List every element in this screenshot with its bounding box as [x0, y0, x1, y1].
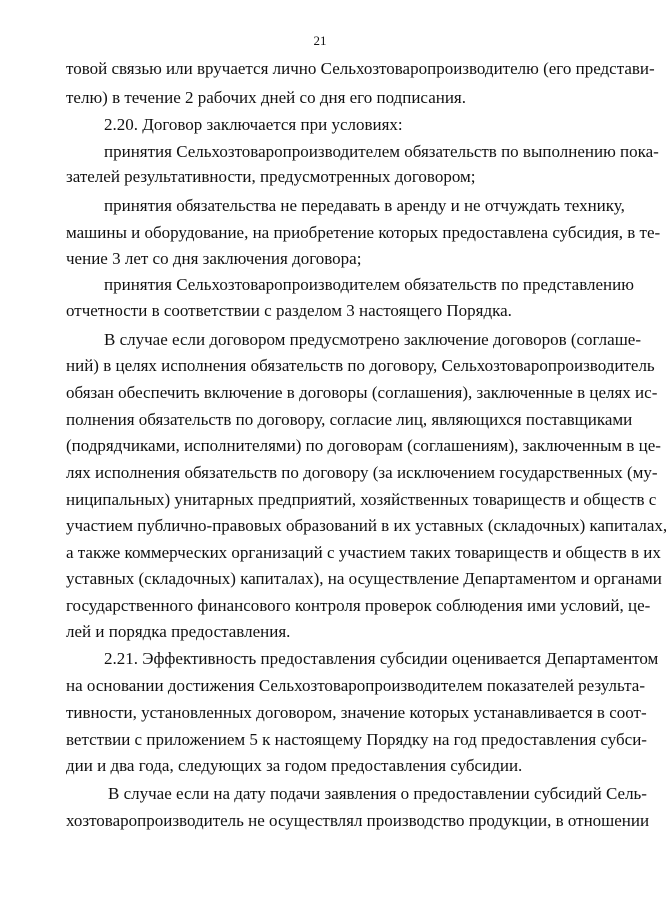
text-line: ний) в целях исполнения обязательств по договору, Сельхозтоваропроизводитель: [66, 356, 655, 375]
text-line: товой связью или вручается лично Сельхозтоваропроизводителю (его представи-: [66, 59, 655, 78]
text-line: государственного финансового контроля проверок соблюдения ими условий, це-: [66, 596, 651, 615]
text-line: 2.20. Договор заключается при условиях:: [104, 115, 403, 134]
text-line: телю) в течение 2 рабочих дней со дня его подписания.: [66, 88, 466, 107]
text-line: лей и порядка предоставления.: [66, 622, 291, 641]
text-line: чение 3 лет со дня заключения договора;: [66, 249, 362, 268]
text-line: а также коммерческих организаций с участием таких товариществ и обществ в их: [66, 543, 661, 562]
text-line: принятия Сельхозтоваропроизводителем обязательств по представлению: [104, 275, 634, 294]
text-line: В случае если договором предусмотрено заключение договоров (соглаше-: [104, 330, 641, 349]
text-line: обязан обеспечить включение в договоры (соглашения), заключенные в целях ис-: [66, 383, 658, 402]
text-line: машины и оборудование, на приобретение которых предоставлена субсидия, в те-: [66, 223, 661, 242]
text-line: (подрядчиками, исполнителями) по договорам (соглашениям), заключенным в це-: [66, 436, 661, 455]
text-line: тивности, установленных договором, значение которых устанавливается в соот-: [66, 703, 647, 722]
text-line: ветствии с приложением 5 к настоящему Порядку на год предоставления субси-: [66, 730, 647, 749]
text-line: участием публично-правовых образований в их уставных (складочных) капиталах,: [66, 516, 667, 535]
text-line: лях исполнения обязательств по договору (за исключением государственных (му-: [66, 463, 658, 482]
text-line: В случае если на дату подачи заявления о предоставлении субсидий Сель-: [108, 784, 647, 803]
text-line: хозтоваропроизводитель не осуществлял производство продукции, в отношении: [66, 811, 650, 830]
text-line: 2.21. Эффективность предоставления субсидии оценивается Департаментом: [104, 649, 659, 668]
text-line: принятия обязательства не передавать в аренду и не отчуждать технику,: [104, 196, 625, 215]
text-line: полнения обязательств по договору, согласие лиц, являющихся поставщиками: [66, 410, 633, 429]
text-line: на основании достижения Сельхозтоваропроизводителем показателей результа-: [66, 676, 645, 695]
text-line: дии и два года, следующих за годом предоставления субсидии.: [66, 756, 523, 775]
text-line: ниципальных) унитарных предприятий, хозяйственных товариществ и обществ с: [66, 490, 657, 509]
page-number: 21: [313, 33, 327, 48]
text-line: принятия Сельхозтоваропроизводителем обязательств по выполнению пока-: [104, 142, 659, 161]
text-line: отчетности в соответствии с разделом 3 настоящего Порядка.: [66, 301, 512, 320]
text-line: зателей результативности, предусмотренных договором;: [66, 167, 476, 186]
text-line: уставных (складочных) капиталах), на осуществление Департаментом и органами: [66, 569, 662, 588]
